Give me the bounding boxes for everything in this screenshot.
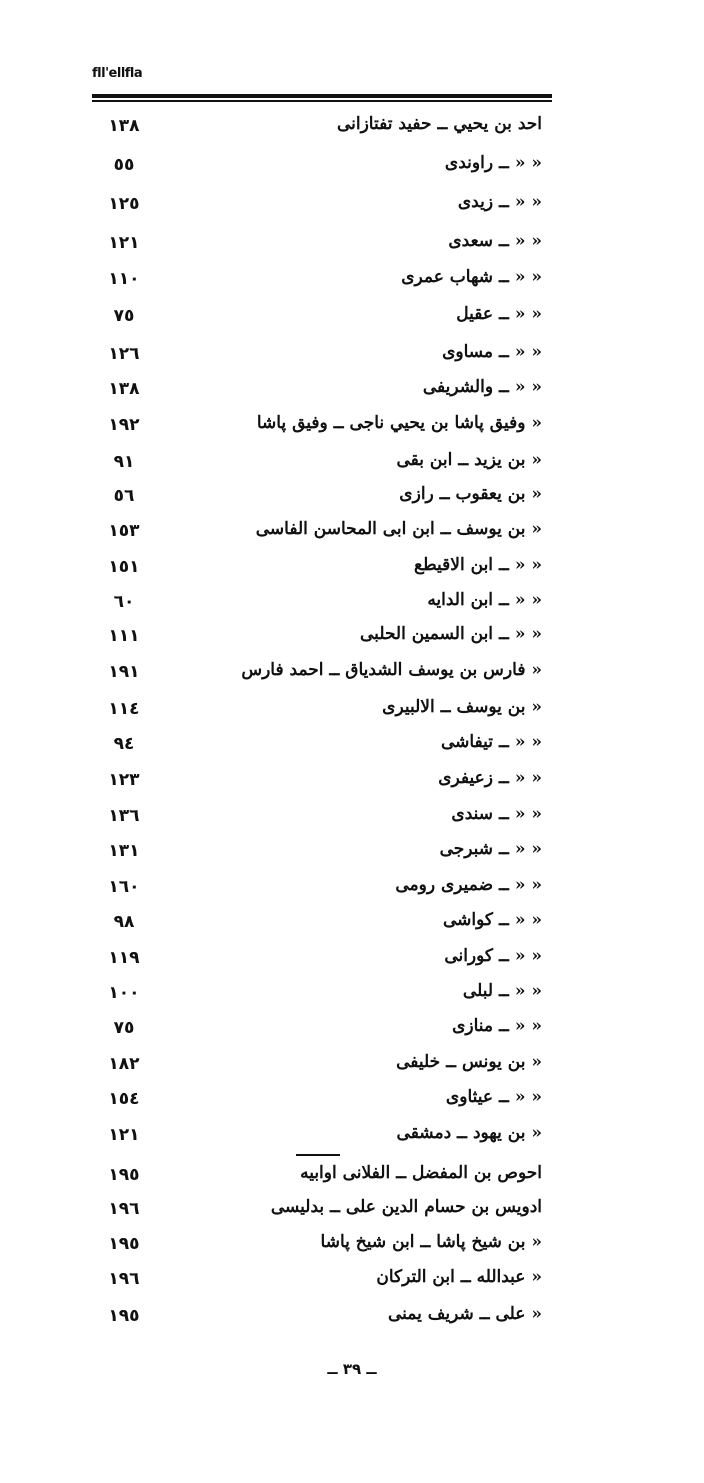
- entry-page-number: ١٥٤: [108, 1089, 140, 1109]
- entry-page-number: ١٨٢: [108, 1054, 140, 1074]
- entry-name: « بن يوسف ــ الالبيرى: [382, 697, 542, 717]
- entry-page-number: ١٩٥: [108, 1306, 140, 1326]
- entry-page-number: ١٣٨: [108, 379, 140, 399]
- index-entry: [92, 1050, 552, 1084]
- index-entry: [92, 448, 552, 482]
- entry-page-number: ١٣١: [108, 841, 140, 861]
- entry-name: « على ــ شريف يمنى: [387, 1304, 542, 1324]
- entry-page-number: ٥٥: [113, 155, 135, 175]
- index-entry: [92, 622, 552, 656]
- entry-name: « « ــ راوندى: [444, 153, 542, 173]
- entry-name: « بن يوسف ــ ابن ابى المحاسن الفاسى: [255, 519, 542, 539]
- entry-name: « « ــ زيدى: [457, 192, 542, 212]
- entry-name: « « ــ سعدى: [448, 231, 542, 251]
- entry-name: احد بن يحيي ــ حفيد تفتازانى: [336, 114, 542, 134]
- entry-name: « « ــ عيثاوى: [445, 1087, 542, 1107]
- index-entry: [92, 837, 552, 871]
- entry-page-number: ١٢٦: [108, 344, 140, 364]
- index-entry: [92, 658, 552, 692]
- entry-name: « « ــ ابن الدايه: [427, 590, 542, 610]
- index-entry: [92, 730, 552, 764]
- entry-page-number: ١٢١: [108, 1125, 140, 1145]
- index-entry: [92, 908, 552, 942]
- index-entry: [92, 766, 552, 800]
- index-entry: [92, 979, 552, 1013]
- entry-name: « « ــ تيفاشى: [440, 732, 542, 752]
- entry-page-number: ١٥١: [108, 557, 140, 577]
- entry-name: « « ــ شبرجى: [439, 839, 542, 859]
- entry-name: « « ــ منازى: [452, 1016, 542, 1036]
- entry-name: « « ــ شهاب عمرى: [401, 267, 542, 287]
- entry-page-number: ١١١: [108, 626, 140, 646]
- entry-name: « « ــ سندى: [451, 804, 542, 824]
- entry-page-number: ١٩٥: [108, 1165, 140, 1185]
- index-entry: [92, 302, 552, 336]
- index-entry: [92, 1085, 552, 1119]
- index-entry: [92, 1161, 552, 1195]
- entry-name: « « ــ لبلى: [462, 981, 542, 1001]
- entry-page-number: ٩٤: [113, 734, 135, 754]
- index-entry: [92, 265, 552, 299]
- index-entry: [92, 1230, 552, 1264]
- index-entry: [92, 588, 552, 622]
- entry-page-number: ٩١: [113, 452, 135, 472]
- entry-page-number: ٥٦: [113, 486, 135, 506]
- entry-page-number: ١٩٦: [108, 1269, 140, 1289]
- entry-page-number: ١٩٢: [108, 415, 140, 435]
- entry-page-number: ٩٨: [113, 912, 135, 932]
- entry-name: « بن يعقوب ــ رازى: [399, 484, 542, 504]
- index-entry: [92, 1265, 552, 1299]
- entry-page-number: ١٩٦: [108, 1199, 140, 1219]
- page-number: ــ ٣٩ ــ: [327, 1360, 377, 1378]
- index-entry: [92, 553, 552, 587]
- entry-page-number: ١٢٥: [108, 194, 140, 214]
- index-entry: [92, 944, 552, 978]
- entry-page-number: ١٦٠: [108, 877, 140, 897]
- index-entry: [92, 1014, 552, 1048]
- entry-name: « بن يونس ــ خليفى: [396, 1052, 542, 1072]
- index-entry: [92, 151, 552, 185]
- entry-page-number: ٦٠: [113, 592, 135, 612]
- entry-name: « « ــ والشريفى: [422, 377, 542, 397]
- entry-page-number: ٧٥: [113, 1018, 135, 1038]
- entry-name: « « ــ كورانى: [444, 946, 542, 966]
- entry-name: « وفيق پاشا بن يحيي ناجى ــ وفيق پاشا: [256, 413, 542, 433]
- entry-name: « بن يزيد ــ ابن بقى: [396, 450, 542, 470]
- entry-page-number: ١١٤: [108, 699, 140, 719]
- index-entry: [92, 482, 552, 516]
- index-entry: [92, 375, 552, 409]
- header-label: fll'ellfla: [92, 66, 143, 81]
- index-entry: [92, 229, 552, 263]
- entry-page-number: ١٩٥: [108, 1234, 140, 1254]
- entry-page-number: ١٢٣: [108, 770, 140, 790]
- index-entry: [92, 1121, 552, 1155]
- entry-page-number: ١٢١: [108, 233, 140, 253]
- entry-name: « « ــ زعيفرى: [438, 768, 542, 788]
- entry-page-number: ١١٩: [108, 948, 140, 968]
- index-entry: [92, 411, 552, 445]
- entry-name: « بن شيخ پاشا ــ ابن شيخ پاشا: [320, 1232, 542, 1252]
- entry-name: « « ــ كواشى: [443, 910, 542, 930]
- entry-name: « « ــ ضميرى رومى: [395, 875, 542, 895]
- header-rule: [92, 94, 552, 102]
- entry-page-number: ١٣٨: [108, 116, 140, 136]
- entry-page-number: ١٥٣: [108, 521, 140, 541]
- section-divider: [296, 1154, 340, 1156]
- entry-page-number: ١١٠: [108, 269, 140, 289]
- entry-name: ادويس بن حسام الدين على ــ بدليسى: [270, 1197, 542, 1217]
- entry-name: « « ــ مساوى: [442, 342, 542, 362]
- index-entry: [92, 112, 552, 146]
- entry-page-number: ١٣٦: [108, 806, 140, 826]
- index-entry: [92, 802, 552, 836]
- entry-name: « عبدالله ــ ابن التركان: [376, 1267, 542, 1287]
- entry-name: « « ــ عقيل: [456, 304, 542, 324]
- entry-page-number: ١٠٠: [108, 983, 140, 1003]
- entry-name: « « ــ ابن السمين الحلبى: [360, 624, 542, 644]
- index-entry: [92, 340, 552, 374]
- entry-name: « بن يهود ــ دمشقى: [396, 1123, 542, 1143]
- index-entry: [92, 190, 552, 224]
- index-entry: [92, 1195, 552, 1229]
- index-entry: [92, 1302, 552, 1336]
- entry-page-number: ٧٥: [113, 306, 135, 326]
- index-entry: [92, 517, 552, 551]
- entry-name: « « ــ ابن الاقيطع: [414, 555, 542, 575]
- index-entry: [92, 873, 552, 907]
- entry-name: احوص بن المفضل ــ الفلانى اوابيه: [300, 1163, 542, 1183]
- entry-name: « فارس بن يوسف الشدياق ــ احمد فارس: [241, 660, 542, 680]
- index-entry: [92, 695, 552, 729]
- entry-page-number: ١٩١: [108, 662, 140, 682]
